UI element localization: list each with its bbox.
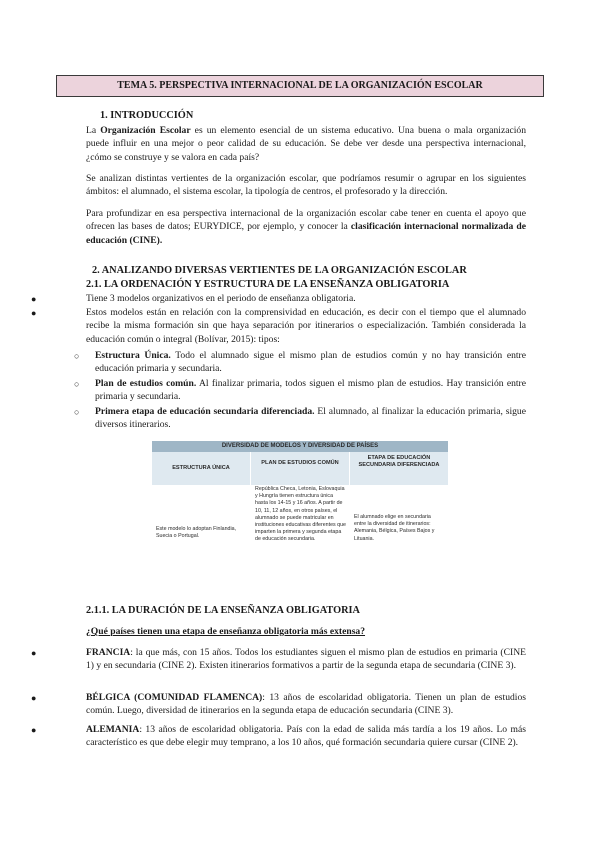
table-cell-secundaria-diferenciada: El alumnado elige en secundaria entre la diversidad de itinerarios: Alemania, Bélgica, Países Bajos y Lituania. (354, 514, 435, 542)
duration-question: ¿Qué países tienen una etapa de enseñanza obligatoria más extensa? (86, 626, 366, 637)
bullet-comprehensiveness: Estos modelos están en relación con la comprensividad en educación, es decir con el tiempo que el alumnado recibe la misma formación sin que haya separación por itinerarios o especialización. También considerada la educación común o integral (Bolívar, 2015): tipos: (86, 307, 526, 345)
intro-paragraph-1: La Organización Escolar es un elemento esencial de un sistema educativo. Una buena o mala organización puede influir en una mejor o peor calidad de su educación. Se debe ver desde una perspectiva internacional, ¿cómo se construye y se valora en cada país? (86, 125, 526, 163)
col-header-plan-comun: PLAN DE ESTUDIOS COMÚN (261, 460, 339, 466)
column-divider (250, 452, 251, 586)
circle-bullet-icon: ○ (74, 351, 80, 361)
column-divider (349, 452, 350, 586)
bullet-icon: ● (31, 294, 37, 304)
col-header-estructura-unica: ESTRUCTURA ÚNICA (172, 465, 230, 471)
col-header-secundaria-diferenciada: ETAPA DE EDUCACIÓN SECUNDARIA DIFERENCIADA (358, 455, 440, 468)
country-alemania: ALEMANIA: 13 años de escolaridad obligatoria. País con la edad de salida más tardía a los 19 años. Lo más característico es que debe elegir muy temprano, a los 10 años, qué formación secundaria quiere cursar (CINE 2). (86, 724, 526, 749)
bullet-icon: ● (31, 308, 37, 318)
table-cell-estructura-unica: Este modelo lo adoptan Finlandia, Suecia o Portugal. (156, 526, 237, 540)
section-2-1-1-heading: 2.1.1. LA DURACIÓN DE LA ENSEÑANZA OBLIGATORIA (86, 605, 360, 616)
model-estructura-unica: Estructura Única. Todo el alumnado sigue el mismo plan de estudios común y no hay transición entre educación primaria y secundaria. (95, 350, 527, 375)
country-francia: FRANCIA: la que más, con 15 años. Todos los estudiantes siguen el mismo plan de estudios en primaria (CINE 1) y en secundaria (CINE 2). Existen itinerarios formativos a partir de la segunda etapa de secundaria (CINE 3). (86, 647, 526, 672)
table-cell-plan-comun: República Checa, Letonia, Eslovaquia y Hungría tienen estructura única hasta los 14-15 y 16 años. A partir de 10, 11, 12 años, en otros países, el alumnado se puede matricular en instituciones educativas diferentes que imparten la primera y segunda etapa de educación secundaria. (255, 486, 346, 543)
intro-paragraph-3: Para profundizar en esa perspectiva internacional de la organización escolar cabe tener en cuenta el apoyo que ofrecen las bases de datos; EURYDICE, por ejemplo, y conocer la clasificación internacional normalizada de educación (CINE). (86, 208, 526, 246)
models-countries-table (152, 441, 448, 586)
document-title: TEMA 5. PERSPECTIVA INTERNACIONAL DE LA ORGANIZACIÓN ESCOLAR (56, 75, 544, 97)
bullet-icon: ● (31, 648, 37, 658)
section-2-1-heading: 2.1. LA ORDENACIÓN Y ESTRUCTURA DE LA ENSEÑANZA OBLIGATORIA (86, 279, 450, 290)
table-title: DIVERSIDAD DE MODELOS Y DIVERSIDAD DE PAÍSES (152, 441, 448, 452)
model-plan-comun: Plan de estudios común. Al finalizar primaria, todos siguen el mismo plan de estudios. Hay transición entre primaria y secundaria. (95, 378, 526, 403)
country-belgica: BÉLGICA (COMUNIDAD FLAMENCA): 13 años de escolaridad obligatoria. Tienen un plan de estudios común. Luego, diversidad de itinerarios en la segunda etapa de educación secundaria (CINE 3). (86, 692, 526, 717)
circle-bullet-icon: ○ (74, 407, 80, 417)
circle-bullet-icon: ○ (74, 379, 80, 389)
section-1-heading: 1. INTRODUCCIÓN (100, 110, 194, 121)
bullet-models-count: Tiene 3 modelos organizativos en el periodo de enseñanza obligatoria. (86, 293, 356, 304)
intro-paragraph-2: Se analizan distintas vertientes de la organización escolar, que podríamos resumir o agrupar en los siguientes ámbitos: el alumnado, el sistema escolar, la tipología de centros, el profesorado y la dirección. (86, 173, 526, 198)
model-secundaria-diferenciada: Primera etapa de educación secundaria diferenciada. El alumnado, al finalizar la educación primaria, sigue diversos itinerarios. (95, 406, 526, 431)
bullet-icon: ● (31, 693, 37, 703)
bullet-icon: ● (31, 725, 37, 735)
section-2-heading: 2. ANALIZANDO DIVERSAS VERTIENTES DE LA ORGANIZACIÓN ESCOLAR (92, 265, 467, 276)
